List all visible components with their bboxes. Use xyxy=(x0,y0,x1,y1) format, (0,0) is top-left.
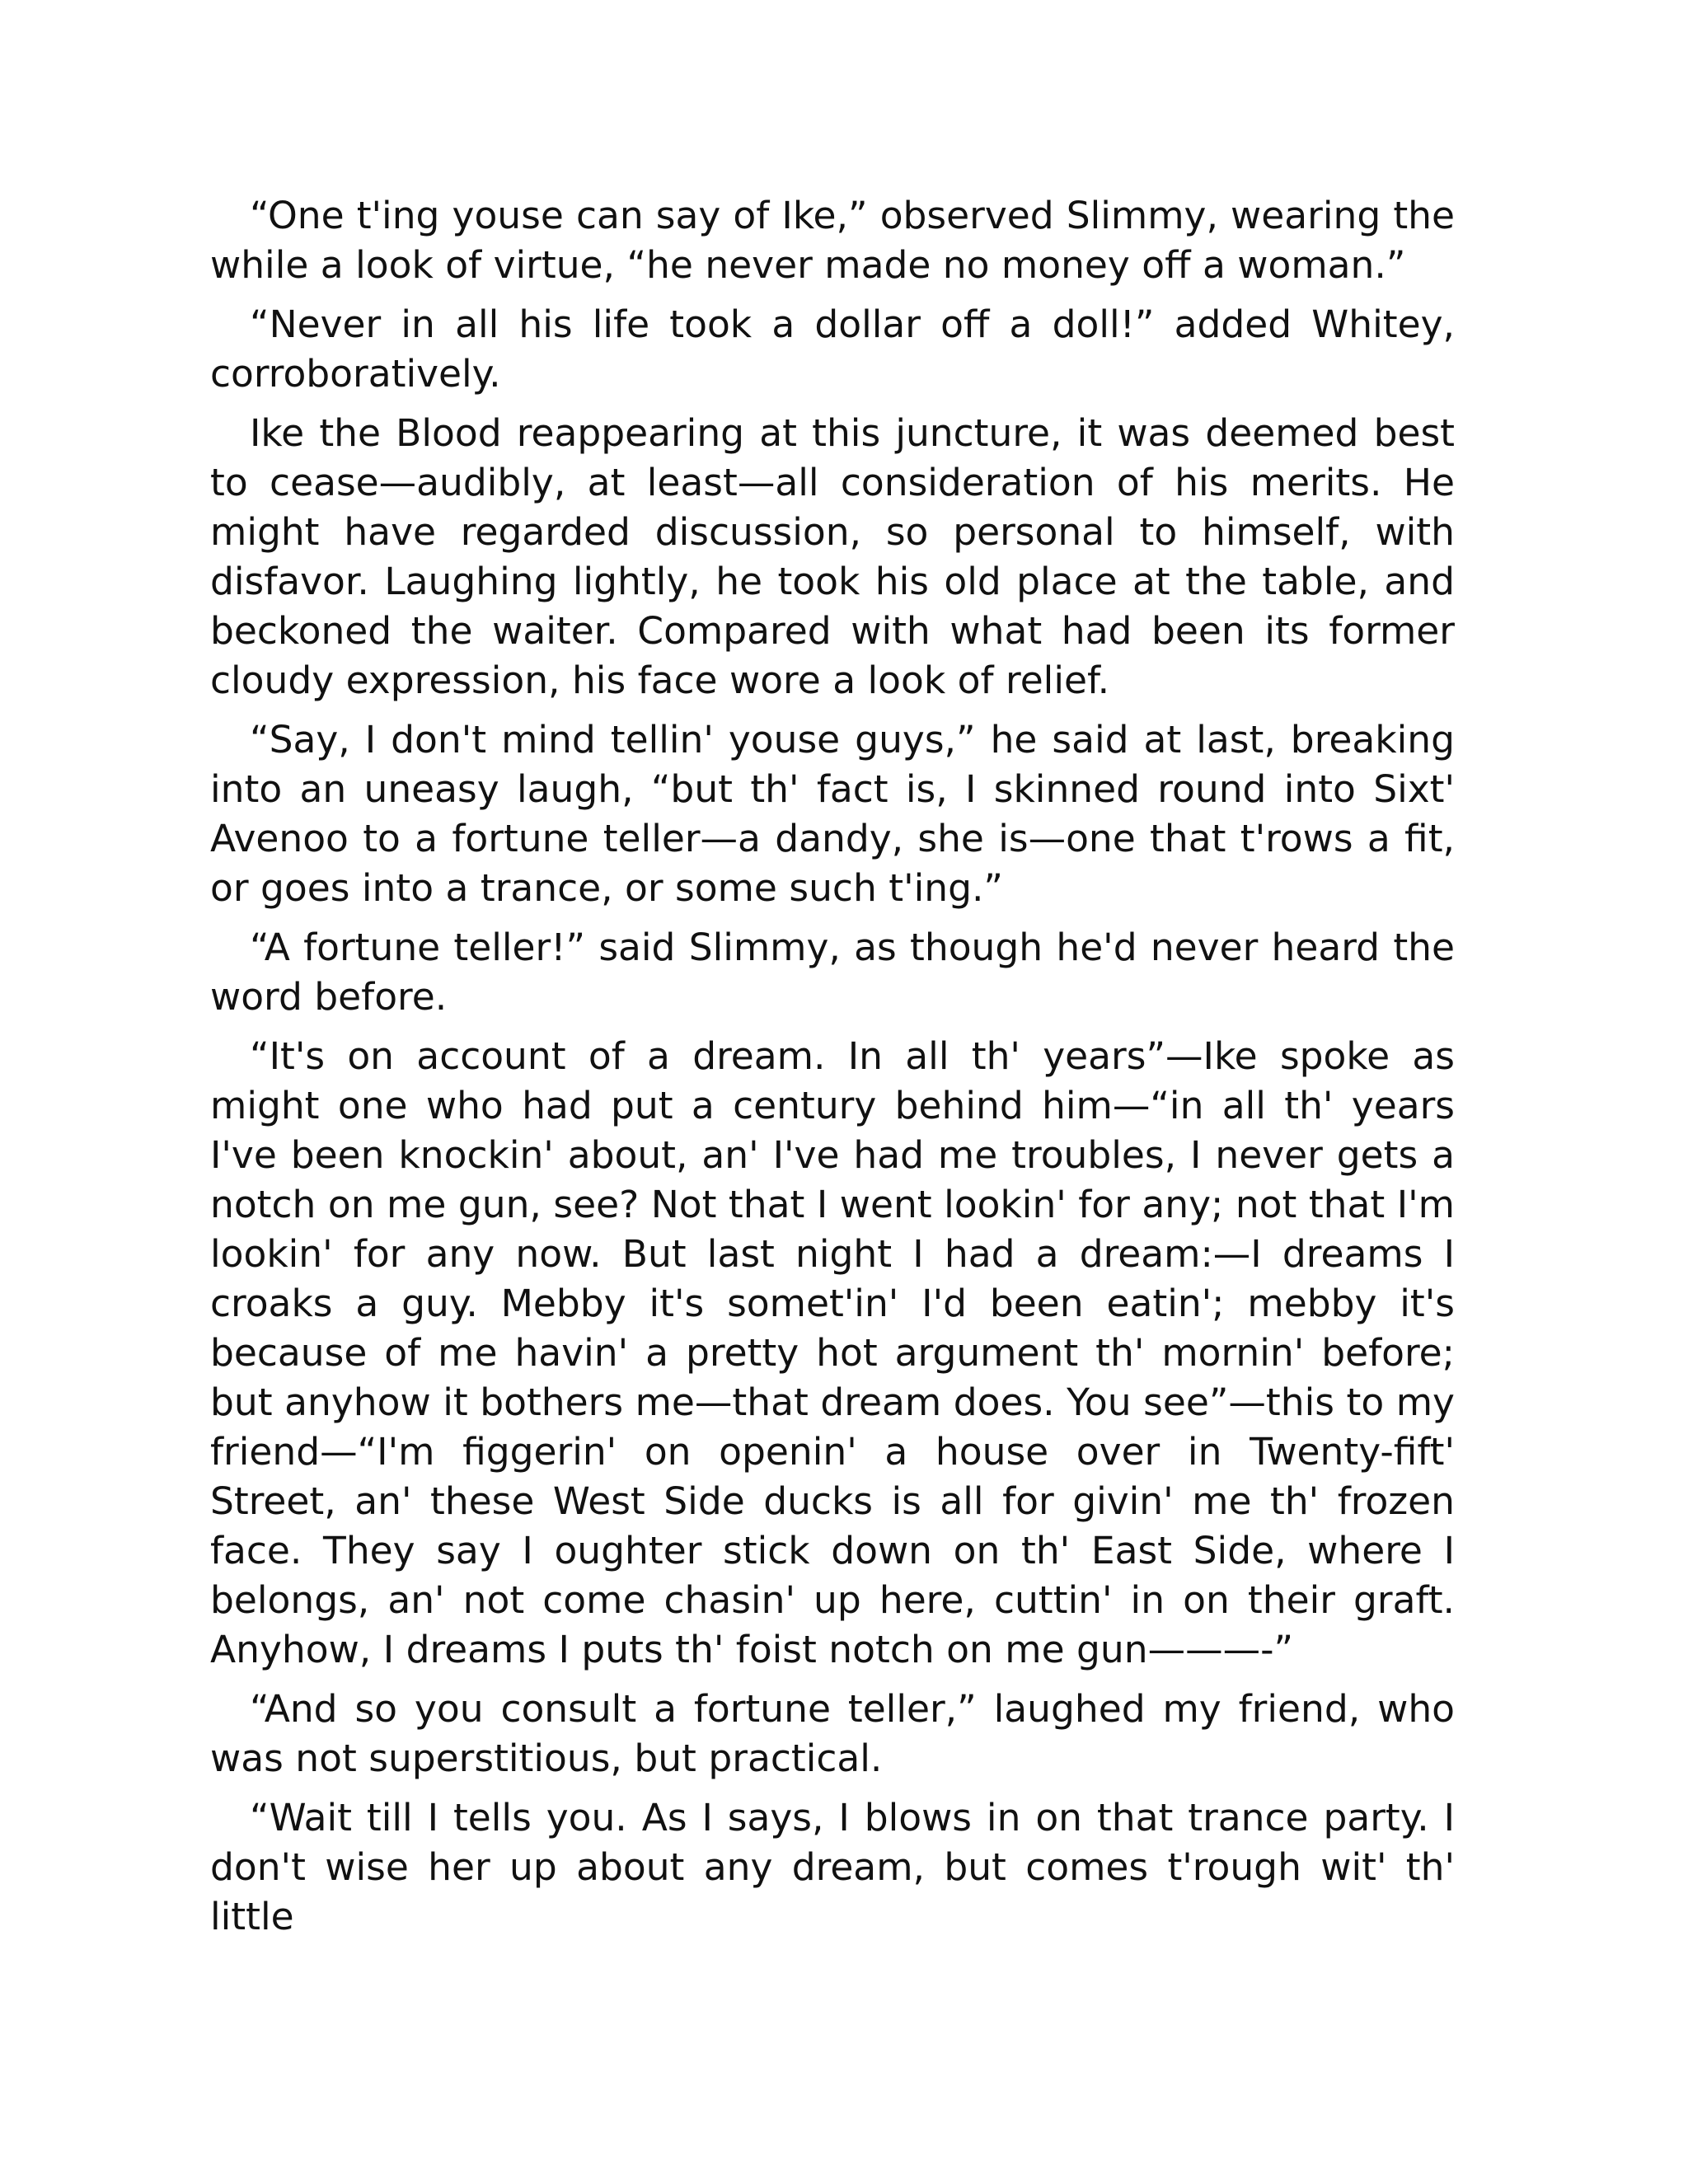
paragraph: “Say, I don't mind tellin' youse guys,” he said at last, breaking into an uneasy laugh, “but th' fact is, I skinned round into Sixt' Avenoo to a fortune teller—a dandy, she is—one that t'rows a fit, or goes into a trance, or some such t'ing.” xyxy=(210,718,1455,910)
paragraph: “It's on account of a dream. In all th' years”—Ike spoke as might one who had put a century behind him—“in all th' years I've been knockin' about, an' I've had me troubles, I never gets a notch on me gun, see? Not that I went lookin' for any; not that I'm lookin' for any now. But last night I had a dream:—I dreams I croaks a guy. Mebby it's somet'in' I'd been eatin'; mebby it's because of me havin' a pretty hot argument th' mornin' before; but anyhow it bothers me—that dream does. You see”—this to my friend—“I'm figgerin' on openin' a house over in Twenty-fift' Street, an' these West Side ducks is all for givin' me th' frozen face. They say I oughter stick down on th' East Side, where I belongs, an' not come chasin' up here, cuttin' in on their graft. Anyhow, I dreams I puts th' foist notch on me gun———-” xyxy=(210,1034,1455,1671)
paragraph: “Wait till I tells you. As I says, I blows in on that trance party. I don't wise her up about any dream, but comes t'rough wit' th' little xyxy=(210,1796,1455,1938)
paragraph: “A fortune teller!” said Slimmy, as though he'd never heard the word before. xyxy=(210,926,1455,1019)
paragraph: “One t'ing youse can say of Ike,” observed Slimmy, wearing the while a look of virtue, “he never made no money off a woman.” xyxy=(210,194,1455,287)
paragraph: Ike the Blood reappearing at this juncture, it was deemed best to cease—audibly, at least—all consideration of his merits. He might have regarded discussion, so personal to himself, with disfavor. Laughing lightly, he took his old place at the table, and beckoned the waiter. Compared with what had been its former cloudy expression, his face wore a look of relief. xyxy=(210,411,1455,702)
paragraph: “And so you consult a fortune teller,” laughed my friend, who was not superstitious, but practical. xyxy=(210,1687,1455,1780)
page-text xyxy=(210,191,1455,1952)
paragraph: “Never in all his life took a dollar off a doll!” added Whitey, corroboratively. xyxy=(210,302,1455,396)
